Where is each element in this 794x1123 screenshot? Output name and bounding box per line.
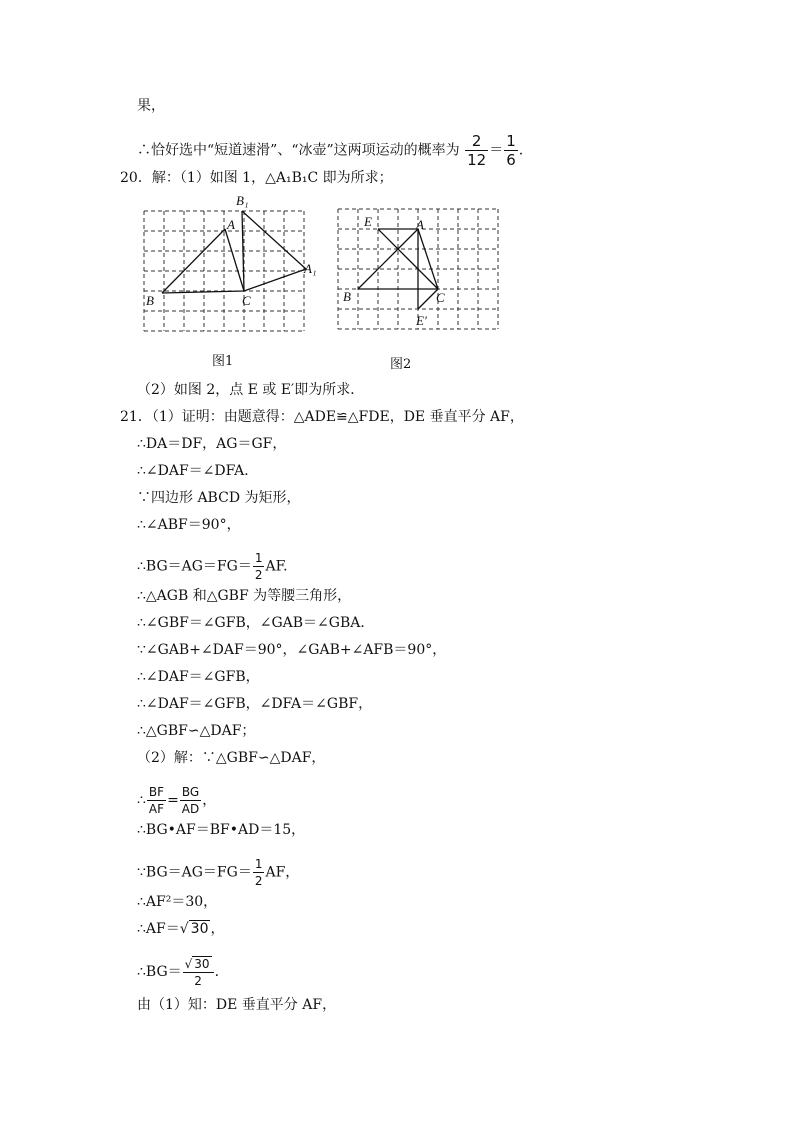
label-A: A (227, 217, 235, 232)
square-root: √ 30 (179, 921, 209, 937)
text-line: ∴DA＝DF，AG＝GF， (137, 436, 287, 452)
label-E: E (364, 214, 372, 229)
text-line: ∴∠DAF＝∠GFB， (137, 669, 260, 685)
label-C: C (242, 293, 251, 308)
fraction: $\frac{√ 30}{2}$ (183, 955, 214, 989)
figure-2-caption: 图2 (390, 357, 412, 372)
fraction: $\frac{BG}{AD}$ (181, 785, 200, 816)
fraction: $\frac{1}{2}$ (254, 857, 263, 888)
text-line: （2）解：∵△GBF∽△DAF， (137, 750, 326, 766)
text-line: 20．解：（1）如图 1，△A₁B₁C 即为所求； (120, 170, 393, 186)
text-line: ∴AF²＝30， (137, 894, 218, 910)
figure-1-caption: 图1 (212, 354, 234, 369)
text-line: ∵四边形 ABCD 为矩形， (137, 490, 301, 506)
fraction: $\frac{BF}{AF}$ (148, 785, 165, 816)
text-line: ∵∠GAB+∠DAF＝90°，∠GAB+∠AFB＝90°， (137, 642, 447, 658)
label-E-prime: E′ (416, 313, 427, 328)
label-A: A (416, 217, 424, 232)
text-line: ∴∠DAF＝∠GFB，∠DFA＝∠GBF， (137, 696, 373, 712)
text-line: 果， (137, 98, 165, 114)
label-B1: B₁ (236, 193, 249, 208)
figure-2 (333, 203, 503, 333)
fraction: $\frac{2}{12}$ (467, 132, 487, 169)
text-line: ∴△GBF∽△DAF； (137, 723, 256, 739)
text-line: ∴∠GBF＝∠GFB，∠GAB＝∠GBA． (137, 615, 375, 631)
math-line: ∴BG＝ $\frac{√ 30}{2}$ . (137, 956, 220, 988)
text-line: ∴∠DAF＝∠DFA． (137, 463, 259, 479)
label-C: C (436, 290, 445, 305)
math-line: ∴AF＝√ 30 ， (137, 921, 225, 937)
text-line: ∴BG•AF＝BF•AD＝15， (137, 822, 306, 838)
probability-line: ∴恰好选中“短道速滑”、“冰壶”这两项运动的概率为 $\frac{2}{12}$ ＝ $\frac{1}{6}$ . (137, 132, 524, 169)
text-line: 21．（1）证明：由题意得：△ADE≌△FDE，DE 垂直平分 AF， (120, 409, 524, 425)
text-line: ∴∠ABF＝90°， (137, 517, 241, 533)
label-A1: A₁ (304, 261, 317, 276)
math-line: ∴ $\frac{BF}{AF}$ = $\frac{BG}{AD}$ ， (137, 785, 217, 816)
math-line: ∵BG＝AG＝FG＝ $\frac{1}{2}$ AF， (137, 857, 300, 888)
text-line: 由（1）知：DE 垂直平分 AF， (137, 997, 337, 1013)
label-B: B (146, 293, 154, 308)
text-line: （2）如图 2，点 E 或 E′即为所求． (137, 382, 365, 398)
fraction: $\frac{1}{6}$ (506, 132, 516, 169)
math-line: ∴BG＝AG＝FG＝ $\frac{1}{2}$ AF. (137, 551, 288, 582)
fraction: $\frac{1}{2}$ (254, 551, 263, 582)
label-B: B (343, 289, 351, 304)
figure-1 (138, 193, 323, 338)
text-line: ∴△AGB 和△GBF 为等腰三角形， (137, 588, 352, 604)
